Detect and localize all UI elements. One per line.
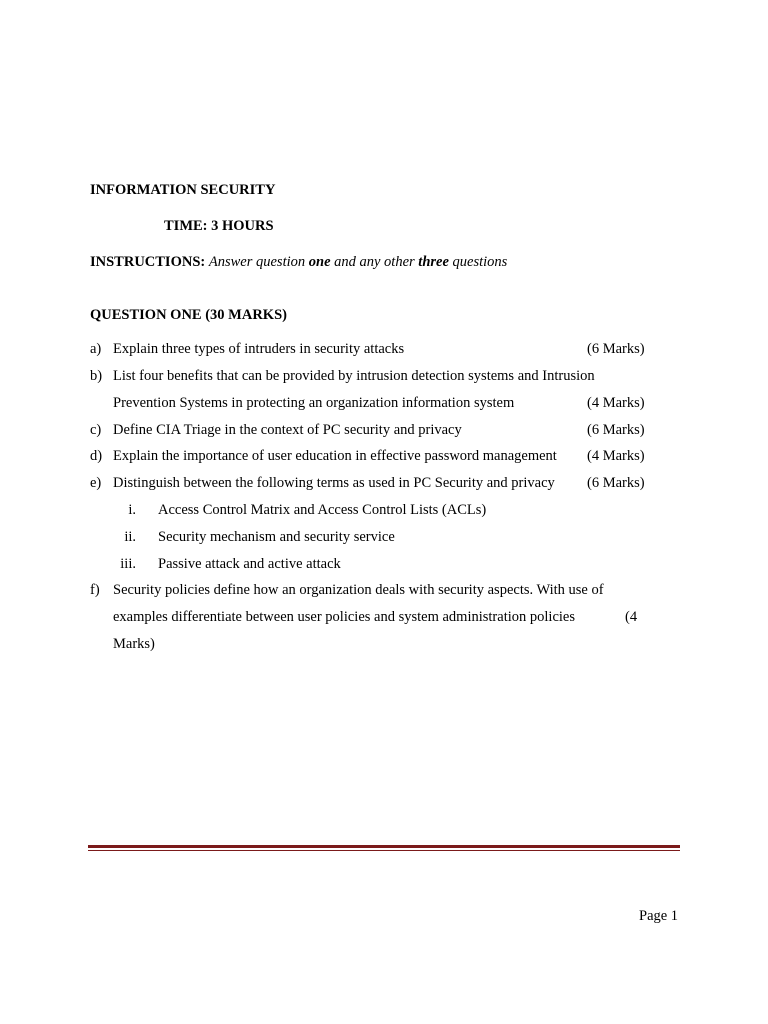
instructions bbox=[90, 254, 507, 271]
question-marks: (4 Marks) bbox=[587, 448, 645, 464]
question-marker: c) bbox=[90, 422, 102, 438]
question-text: Security policies define how an organization deals with security aspects. With use of bbox=[113, 582, 604, 598]
question-marks: (6 Marks) bbox=[587, 475, 645, 491]
question-text-continued: Marks) bbox=[113, 636, 155, 652]
course-title: INFORMATION SECURITY bbox=[90, 182, 276, 198]
question-marker: d) bbox=[90, 448, 103, 464]
exam-time: TIME: 3 HOURS bbox=[164, 218, 274, 234]
question-text-continued: Prevention Systems in protecting an organization information system bbox=[113, 395, 515, 411]
instructions-emphasis-one: one bbox=[308, 254, 331, 270]
subitem-marker: i. bbox=[128, 502, 136, 518]
subitem-text: Passive attack and active attack bbox=[158, 556, 341, 572]
section-heading: QUESTION ONE (30 MARKS) bbox=[90, 307, 287, 323]
instructions-text-2: and any other bbox=[334, 254, 415, 270]
subitem-marker: ii. bbox=[124, 529, 136, 545]
question-marks: (4 bbox=[625, 609, 638, 625]
question-marks: (6 Marks) bbox=[587, 422, 645, 438]
footer-rule-thin bbox=[88, 850, 680, 851]
instructions-text-3: questions bbox=[452, 254, 508, 270]
question-text: Distinguish between the following terms as used in PC Security and privacy bbox=[113, 475, 555, 491]
question-text-continued: examples differentiate between user policies and system administration policies bbox=[113, 609, 575, 625]
page-number: Page 1 bbox=[639, 908, 679, 924]
question-marker: e) bbox=[90, 475, 102, 491]
question-marks: (6 Marks) bbox=[587, 341, 645, 357]
instructions-text-1: Answer question bbox=[208, 254, 306, 270]
subitem-marker: iii. bbox=[120, 556, 136, 572]
instructions-label: INSTRUCTIONS: bbox=[90, 254, 206, 270]
instructions-emphasis-three: three bbox=[418, 254, 449, 270]
subitem-text: Access Control Matrix and Access Control Lists (ACLs) bbox=[158, 502, 487, 518]
question-marks: (4 Marks) bbox=[587, 395, 645, 411]
question-text: Explain three types of intruders in security attacks bbox=[113, 341, 405, 357]
footer-rule-thick bbox=[88, 845, 680, 848]
question-text: List four benefits that can be provided by intrusion detection systems and Intrusion bbox=[113, 368, 595, 384]
subitem-text: Security mechanism and security service bbox=[158, 529, 395, 545]
question-marker: a) bbox=[90, 341, 102, 357]
question-marker: b) bbox=[90, 368, 103, 384]
question-marker: f) bbox=[90, 582, 100, 598]
question-text: Explain the importance of user education in effective password management bbox=[113, 448, 557, 464]
question-text: Define CIA Triage in the context of PC security and privacy bbox=[113, 422, 462, 438]
